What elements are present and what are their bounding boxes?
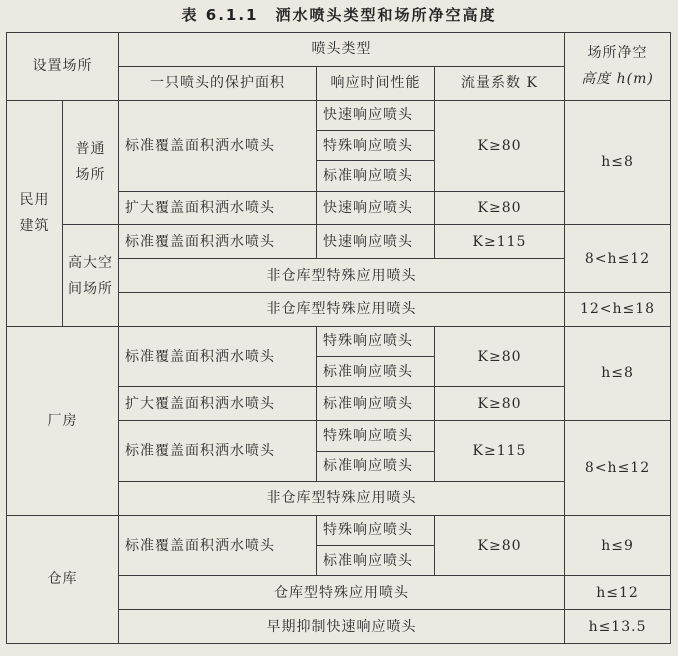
group-civil-line1: 民用: [19, 192, 50, 209]
cell-response: 特殊响应喷头: [317, 515, 435, 545]
cell-k: K≥80: [435, 191, 565, 225]
sprinkler-table: [6, 32, 671, 644]
group-civil-line2: 建筑: [19, 218, 50, 235]
cell-height: h≤8: [565, 326, 671, 421]
header-place: 设置场所: [7, 33, 119, 101]
cell-response: 快速响应喷头: [317, 225, 435, 259]
cell-special-app: 早期抑制快速响应喷头: [119, 610, 565, 644]
cell-response: 特殊响应喷头: [317, 421, 435, 451]
group-ordinary-line2: 场所: [75, 167, 106, 184]
table-row: [7, 515, 671, 545]
cell-response: 标准响应喷头: [317, 546, 435, 576]
group-high-line1: 高大空: [68, 254, 113, 271]
cell-k: K≥115: [435, 225, 565, 259]
cell-response: 快速响应喷头: [317, 100, 435, 130]
cell-k: K≥80: [435, 387, 565, 421]
group-ordinary-line1: 普通: [75, 141, 106, 158]
cell-area: 标准覆盖面积洒水喷头: [119, 421, 317, 482]
cell-response: 特殊响应喷头: [317, 326, 435, 356]
header-height: [565, 33, 671, 101]
cell-k: K≥80: [435, 515, 565, 576]
table-row: [7, 100, 671, 130]
cell-height: h≤12: [565, 576, 671, 610]
cell-height: h≤8: [565, 100, 671, 225]
header-flow-coeff: 流量系数 K: [435, 66, 565, 100]
cell-height: h≤9: [565, 515, 671, 576]
cell-response: 特殊响应喷头: [317, 130, 435, 160]
table-row: [7, 326, 671, 356]
cell-area: 标准覆盖面积洒水喷头: [119, 100, 317, 191]
cell-area: 标准覆盖面积洒水喷头: [119, 515, 317, 576]
cell-special-app: 非仓库型特殊应用喷头: [119, 481, 565, 515]
group-high-space: [63, 225, 119, 326]
header-height-line2: 高度 h(m): [581, 71, 654, 88]
header-height-line1: 场所净空: [587, 45, 648, 62]
cell-height: 8<h≤12: [565, 421, 671, 516]
table-row: [7, 225, 671, 259]
cell-area: 标准覆盖面积洒水喷头: [119, 225, 317, 259]
cell-special-app: 仓库型特殊应用喷头: [119, 576, 565, 610]
group-civil: [7, 100, 63, 326]
group-warehouse: 仓库: [7, 515, 119, 643]
cell-response: 标准响应喷头: [317, 161, 435, 191]
cell-height: h≤13.5: [565, 610, 671, 644]
cell-special-app: 非仓库型特殊应用喷头: [119, 292, 565, 326]
cell-area: 扩大覆盖面积洒水喷头: [119, 191, 317, 225]
cell-special-app: 非仓库型特殊应用喷头: [119, 259, 565, 293]
cell-response: 快速响应喷头: [317, 191, 435, 225]
group-factory: 厂房: [7, 326, 119, 515]
header-response: 响应时间性能: [317, 66, 435, 100]
cell-k: K≥80: [435, 100, 565, 191]
group-ordinary: [63, 100, 119, 225]
cell-response: 标准响应喷头: [317, 357, 435, 387]
header-protect-area: 一只喷头的保护面积: [119, 66, 317, 100]
header-row-1: [7, 33, 671, 67]
table-caption: 表 6.1.1 洒水喷头类型和场所净空高度: [181, 6, 497, 24]
cell-response: 标准响应喷头: [317, 387, 435, 421]
header-sprinkler-type: 喷头类型: [119, 33, 565, 67]
cell-k: K≥80: [435, 326, 565, 387]
cell-response: 标准响应喷头: [317, 451, 435, 481]
cell-area: 扩大覆盖面积洒水喷头: [119, 387, 317, 421]
cell-height: 12<h≤18: [565, 292, 671, 326]
cell-height: 8<h≤12: [565, 225, 671, 293]
group-high-line2: 间场所: [68, 280, 113, 297]
cell-area: 标准覆盖面积洒水喷头: [119, 326, 317, 387]
cell-k: K≥115: [435, 421, 565, 482]
